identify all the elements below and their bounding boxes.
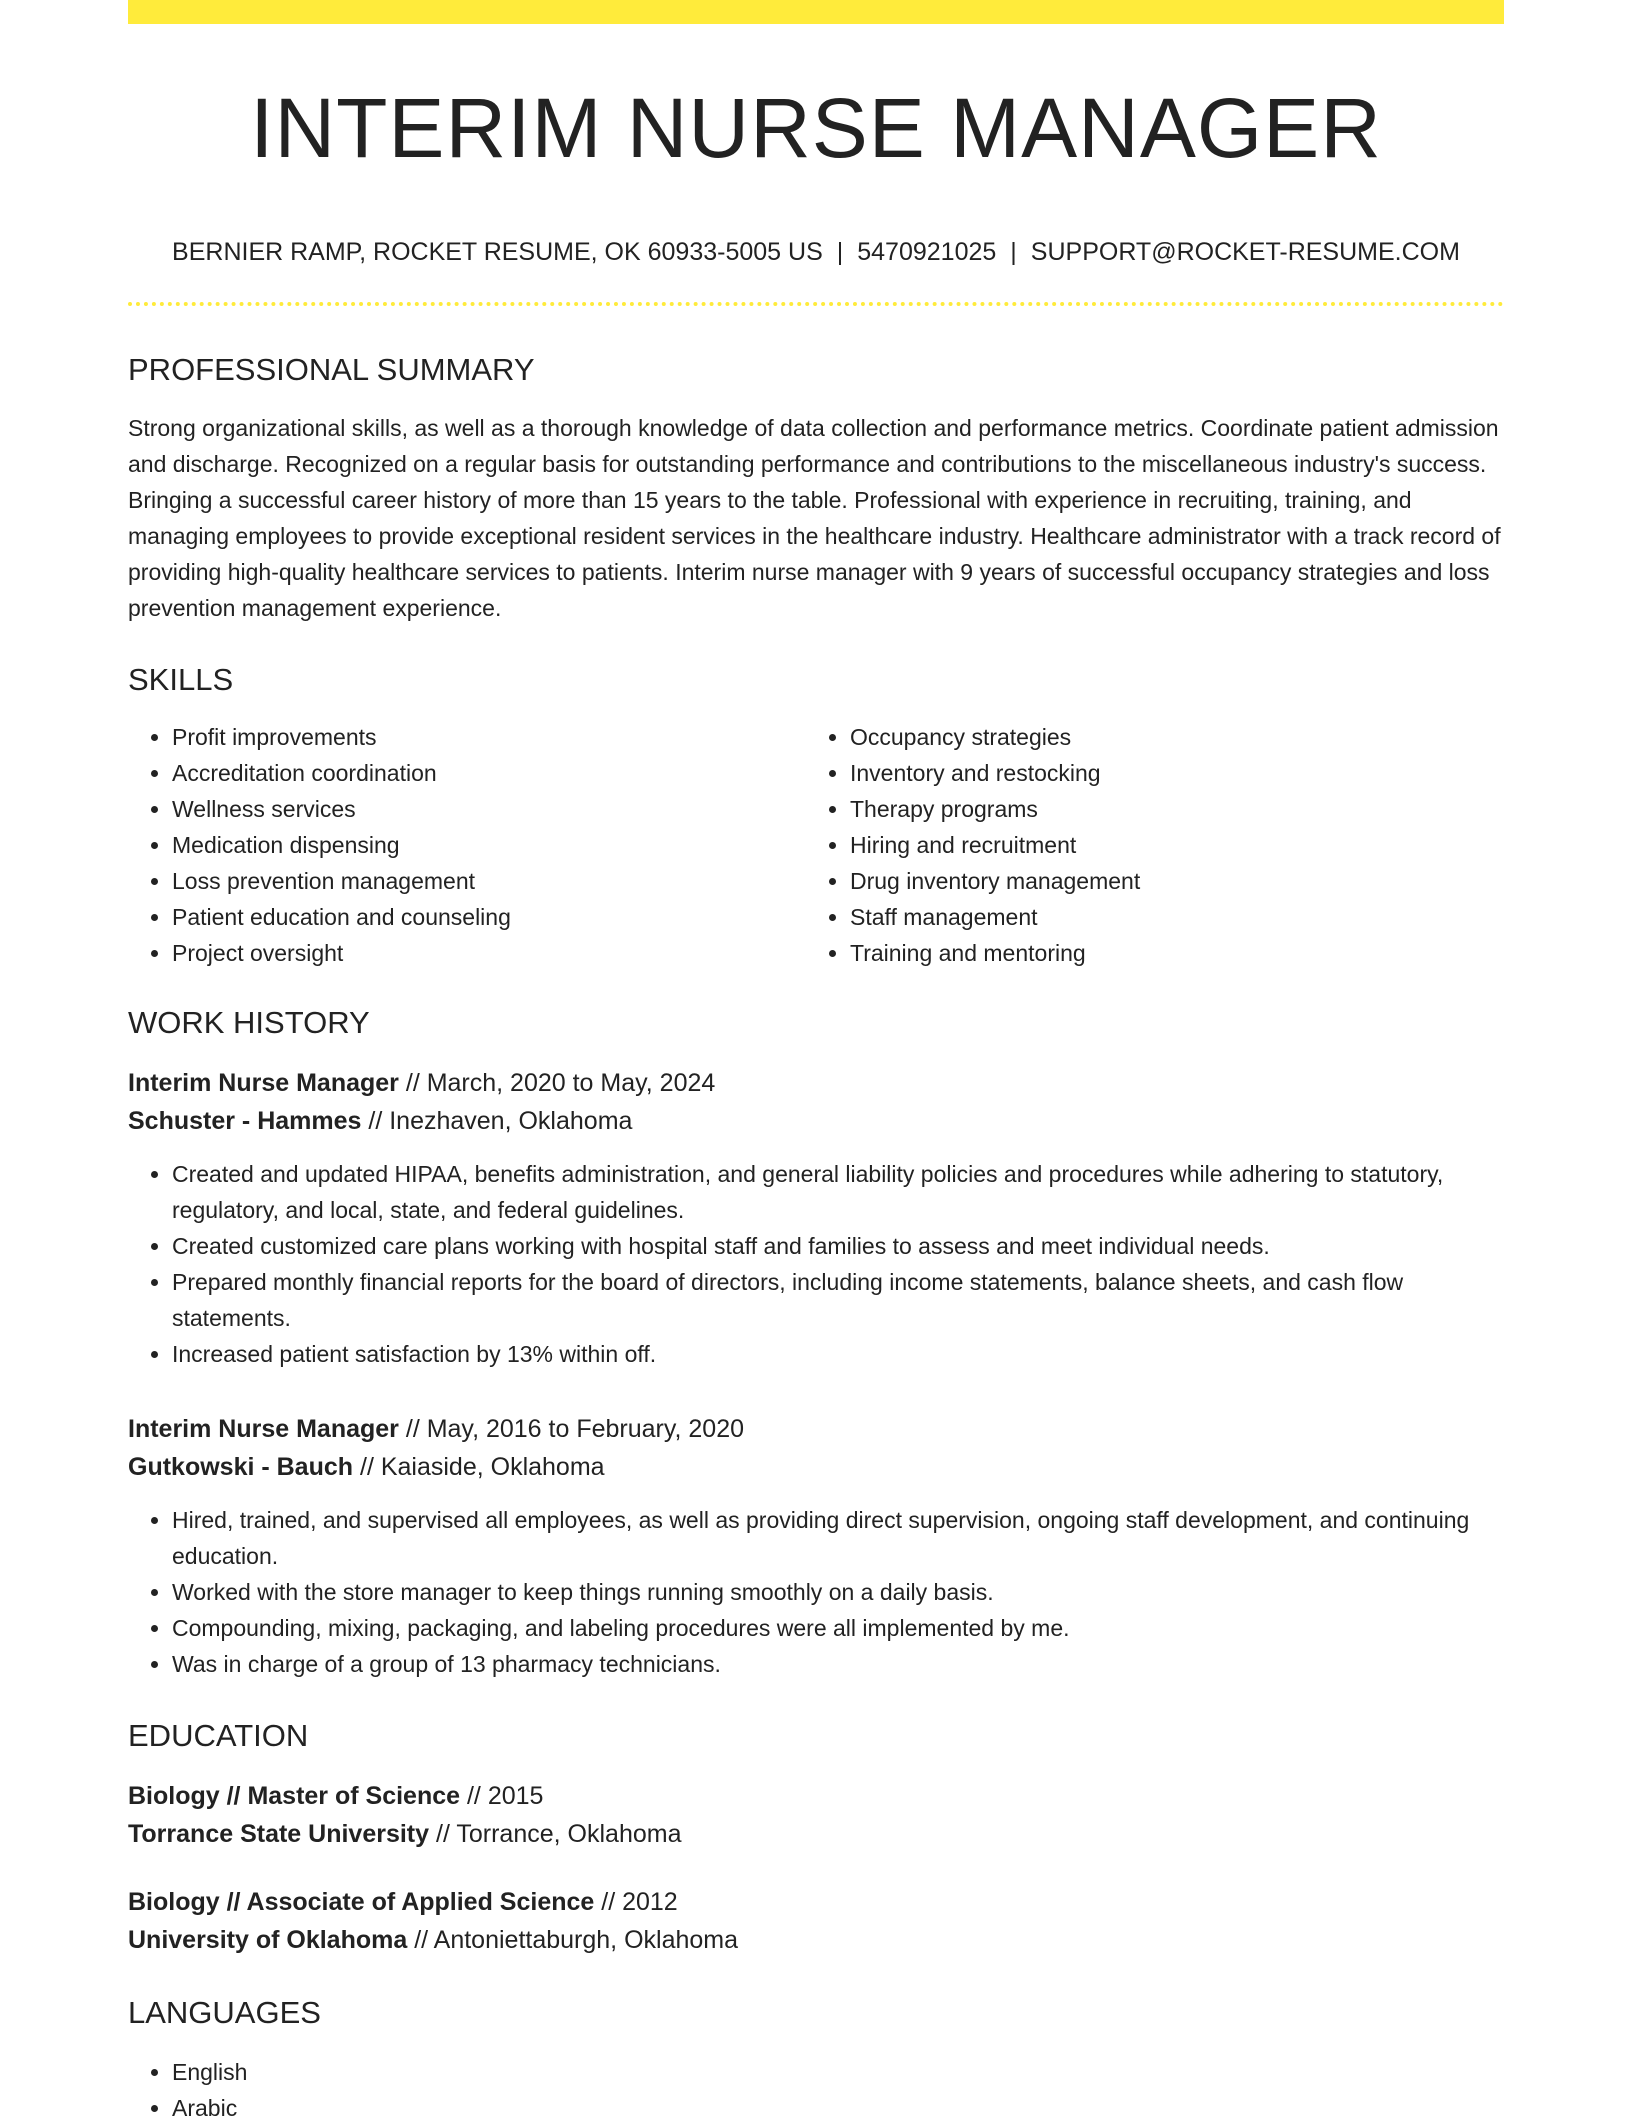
dotted-divider (128, 302, 1504, 306)
language-item: • Arabic (172, 2090, 1504, 2126)
section-title-languages: LANGUAGES (128, 1995, 321, 2030)
skill-item: • Loss prevention management (172, 863, 806, 899)
contact-email: SUPPORT@ROCKET-RESUME.COM (1030, 238, 1460, 266)
job-company: Gutkowski - Bauch (128, 1453, 354, 1481)
skill-item: • Drug inventory management (850, 863, 1484, 899)
section-title-summary: PROFESSIONAL SUMMARY (128, 352, 535, 387)
job-location: // Kaiaside, Oklahoma (353, 1453, 605, 1481)
education-year: // 2012 (594, 1888, 678, 1916)
language-item: • English (172, 2054, 1504, 2090)
job-entry-header (128, 1064, 1504, 1140)
skill-item: • Accreditation coordination (172, 755, 806, 791)
education-school-line (128, 1815, 1504, 1853)
languages-list (128, 2054, 1504, 2126)
education-location: // Torrance, Oklahoma (429, 1820, 682, 1848)
job-company: Schuster - Hammes (128, 1107, 362, 1135)
job-company-line (128, 1448, 1504, 1486)
contact-separator: | (836, 238, 844, 266)
job-bullet: • Was in charge of a group of 13 pharmacy technicians. (172, 1646, 1504, 1682)
job-bullet: • Compounding, mixing, packaging, and labeling procedures were all implemented by me. (172, 1610, 1504, 1646)
skill-item: • Profit improvements (172, 719, 806, 755)
contact-phone: 5470921025 (857, 238, 997, 266)
skill-item: • Project oversight (172, 935, 806, 971)
job-role: Interim Nurse Manager (128, 1069, 399, 1097)
job-location: // Inezhaven, Oklahoma (361, 1107, 633, 1135)
education-school-line (128, 1921, 1504, 1959)
job-role-line (128, 1410, 1504, 1448)
education-degree-line (128, 1777, 1504, 1815)
job-company-line (128, 1102, 1504, 1140)
job-bullet: • Created and updated HIPAA, benefits administration, and general liability policies and procedures while adhering to statutory, regulatory, and local, state, and federal guidelines. (172, 1156, 1504, 1228)
skills-list-left (128, 719, 806, 971)
job-dates: // May, 2016 to February, 2020 (398, 1415, 745, 1443)
education-school: Torrance State University (128, 1820, 430, 1848)
education-year: // 2015 (460, 1782, 544, 1810)
education-degree-line (128, 1883, 1504, 1921)
section-title-skills: SKILLS (128, 662, 234, 697)
section-title-education: EDUCATION (128, 1718, 309, 1753)
contact-line (128, 240, 1504, 265)
job-bullet: • Worked with the store manager to keep things running smoothly on a daily basis. (172, 1574, 1504, 1610)
education-school: University of Oklahoma (128, 1926, 408, 1954)
job-bullet: • Hired, trained, and supervised all employees, as well as providing direct supervision, ongoing staff development, and continuing education. (172, 1502, 1504, 1574)
education-entry (128, 1777, 1504, 1853)
resume-name: INTERIM NURSE MANAGER (250, 81, 1382, 175)
job-entry-header (128, 1410, 1504, 1486)
contact-address: BERNIER RAMP, ROCKET RESUME, OK 60933-5005 US (172, 238, 823, 266)
job-bullets (128, 1502, 1504, 1682)
job-role-line (128, 1064, 1504, 1102)
summary-text: Strong organizational skills, as well as a thorough knowledge of data collection and performance metrics. Coordinate patient admission and discharge. Recognized on a regular basis for outstanding performance and contributions to the miscellaneous industry's success. Bringing a successful career history of more than 15 years to the table. Professional with experience in recruiting, training, and managing employees to provide exceptional resident services in the healthcare industry. Healthcare administrator with a track record of providing high-quality healthcare services to patients. Interim nurse manager with 9 years of successful occupancy strategies and loss prevention management experience. (128, 415, 1501, 621)
job-bullet: • Increased patient satisfaction by 13% within off. (172, 1336, 1504, 1372)
skill-item: • Therapy programs (850, 791, 1484, 827)
education-location: // Antoniettaburgh, Oklahoma (407, 1926, 739, 1954)
job-bullet: • Created customized care plans working with hospital staff and families to assess and meet individual needs. (172, 1228, 1504, 1264)
top-accent-bar (128, 0, 1504, 24)
job-bullets (128, 1156, 1504, 1372)
skill-item: • Medication dispensing (172, 827, 806, 863)
skill-item: • Wellness services (172, 791, 806, 827)
education-degree: Biology // Associate of Applied Science (128, 1888, 595, 1916)
education-degree: Biology // Master of Science (128, 1782, 461, 1810)
job-role: Interim Nurse Manager (128, 1415, 399, 1443)
skill-item: • Occupancy strategies (850, 719, 1484, 755)
skill-item: • Training and mentoring (850, 935, 1484, 971)
skills-grid (128, 719, 1504, 971)
skill-item: • Patient education and counseling (172, 899, 806, 935)
contact-separator: | (1010, 238, 1017, 266)
job-bullet: • Prepared monthly financial reports for the board of directors, including income statements, balance sheets, and cash flow statements. (172, 1264, 1504, 1336)
skill-item: • Staff management (850, 899, 1484, 935)
skill-item: • Inventory and restocking (850, 755, 1484, 791)
education-entry (128, 1883, 1504, 1959)
skill-item: • Hiring and recruitment (850, 827, 1484, 863)
resume-page (128, 0, 1504, 2126)
job-dates: // March, 2020 to May, 2024 (398, 1069, 716, 1097)
skills-list-right (806, 719, 1484, 971)
section-title-work-history: WORK HISTORY (128, 1005, 370, 1040)
